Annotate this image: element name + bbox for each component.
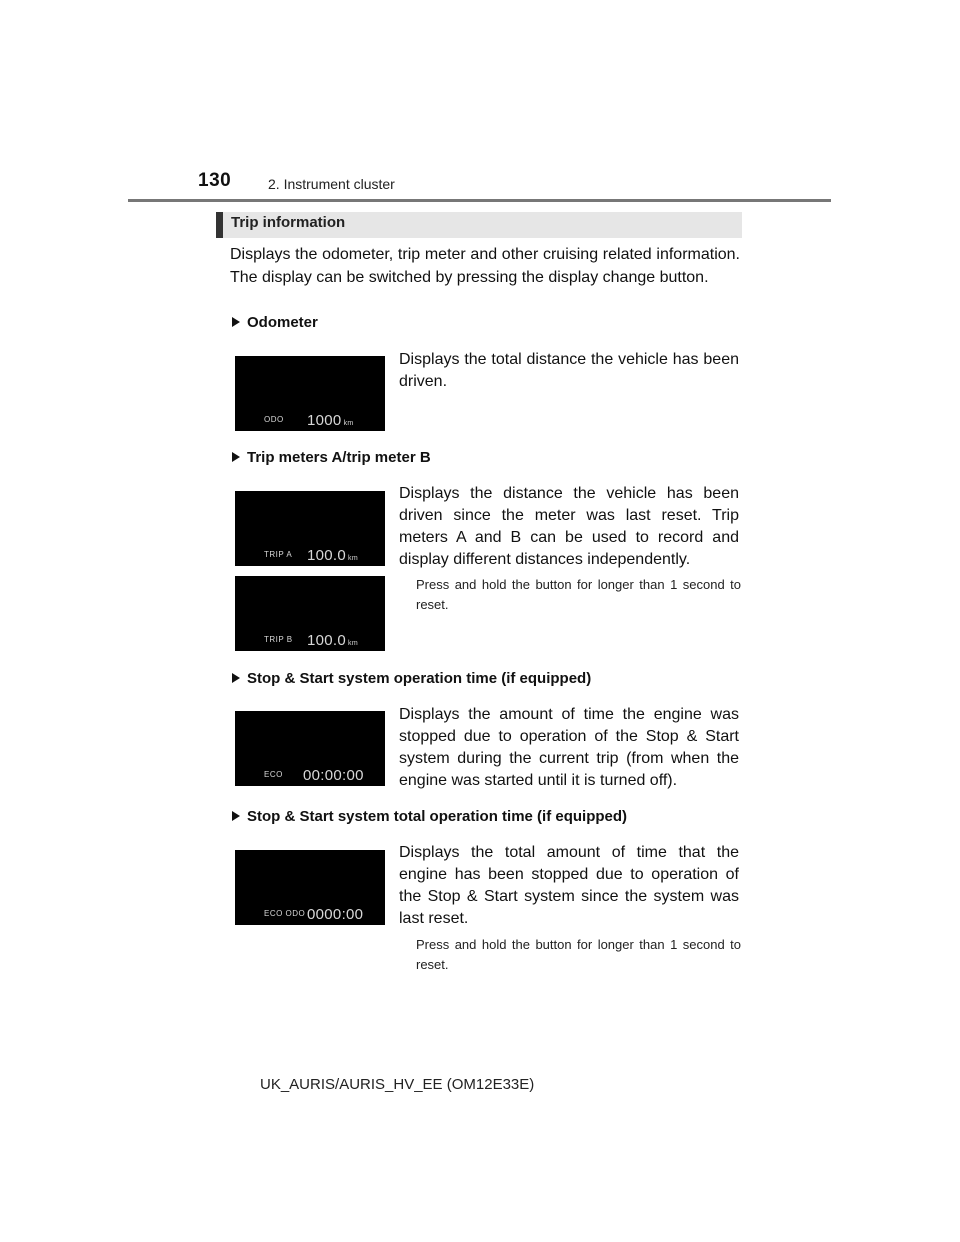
stop-start-display-label: ECO: [264, 770, 283, 779]
stop-start-time-heading: [232, 670, 591, 687]
footer-model-code: UK_AURIS/AURIS_HV_EE (OM12E33E): [260, 1076, 535, 1093]
odometer-unit: km: [343, 420, 354, 427]
stop-start-time-description: Displays the amount of time the engine was stopped due to operation of the Stop & Start system during the current trip (from when the engine was started until it is turned off).: [399, 706, 739, 789]
stop-start-total-display-image: [235, 850, 385, 925]
trip-b-value-text: 100.0: [307, 632, 347, 649]
odometer-heading-text: Odometer: [247, 314, 318, 331]
stop-start-total-display-label: ECO ODO: [264, 909, 306, 918]
page-number: 130: [198, 170, 232, 191]
triangle-bullet-icon: [232, 811, 240, 821]
stop-start-display-value: 00:00:00: [303, 767, 364, 784]
section-intro: Displays the odometer, trip meter and other cruising related information. The display can be switched by pressing the display change button.: [230, 246, 740, 286]
stop-start-total-description: Displays the total amount of time that the engine has been stopped due to operation of the Stop & Start system since the system was last reset.: [399, 844, 739, 927]
trip-meter-heading-text: Trip meters A/trip meter B: [247, 449, 431, 466]
trip-b-display-value: [307, 632, 358, 649]
triangle-bullet-icon: [232, 317, 240, 327]
trip-a-value-text: 100.0: [307, 547, 347, 564]
trip-a-display-label: TRIP A: [264, 550, 293, 559]
trip-meter-heading: [232, 449, 431, 466]
trip-a-display-value: [307, 547, 358, 564]
trip-b-display-image: [235, 576, 385, 651]
section-heading: [216, 212, 742, 238]
stop-start-time-display-image: [235, 711, 385, 786]
odometer-value-text: 1000: [307, 412, 342, 429]
stop-start-total-heading: [232, 808, 627, 825]
triangle-bullet-icon: [232, 452, 240, 462]
stop-start-total-display-value: 0000:00: [307, 906, 364, 923]
odometer-display-image: [235, 356, 385, 431]
trip-a-display-image: [235, 491, 385, 566]
odometer-display-label: ODO: [264, 415, 284, 424]
section-title: Trip information: [231, 214, 346, 231]
chapter-title: 2. Instrument cluster: [268, 176, 395, 192]
odometer-display-value: [307, 412, 354, 429]
trip-b-unit: km: [348, 640, 358, 647]
stop-start-total-heading-text: Stop & Start system total operation time (if equipped): [247, 808, 628, 825]
stop-start-total-reset-note: Press and hold the button for longer than 1 second to reset.: [416, 937, 741, 972]
odometer-description: Displays the total distance the vehicle has been driven.: [399, 351, 739, 390]
odometer-heading: [232, 314, 318, 331]
section-heading-bar: [216, 212, 223, 238]
trip-meter-reset-note: Press and hold the button for longer than 1 second to reset.: [416, 577, 741, 612]
trip-meter-description: Displays the distance the vehicle has been driven since the meter was last reset. Trip meters A and B can be used to record and display different distances independently.: [399, 485, 739, 568]
trip-a-unit: km: [348, 555, 358, 562]
trip-b-display-label: TRIP B: [264, 635, 293, 644]
header-divider: [128, 199, 831, 202]
triangle-bullet-icon: [232, 673, 240, 683]
stop-start-time-heading-text: Stop & Start system operation time (if equipped): [247, 670, 592, 687]
